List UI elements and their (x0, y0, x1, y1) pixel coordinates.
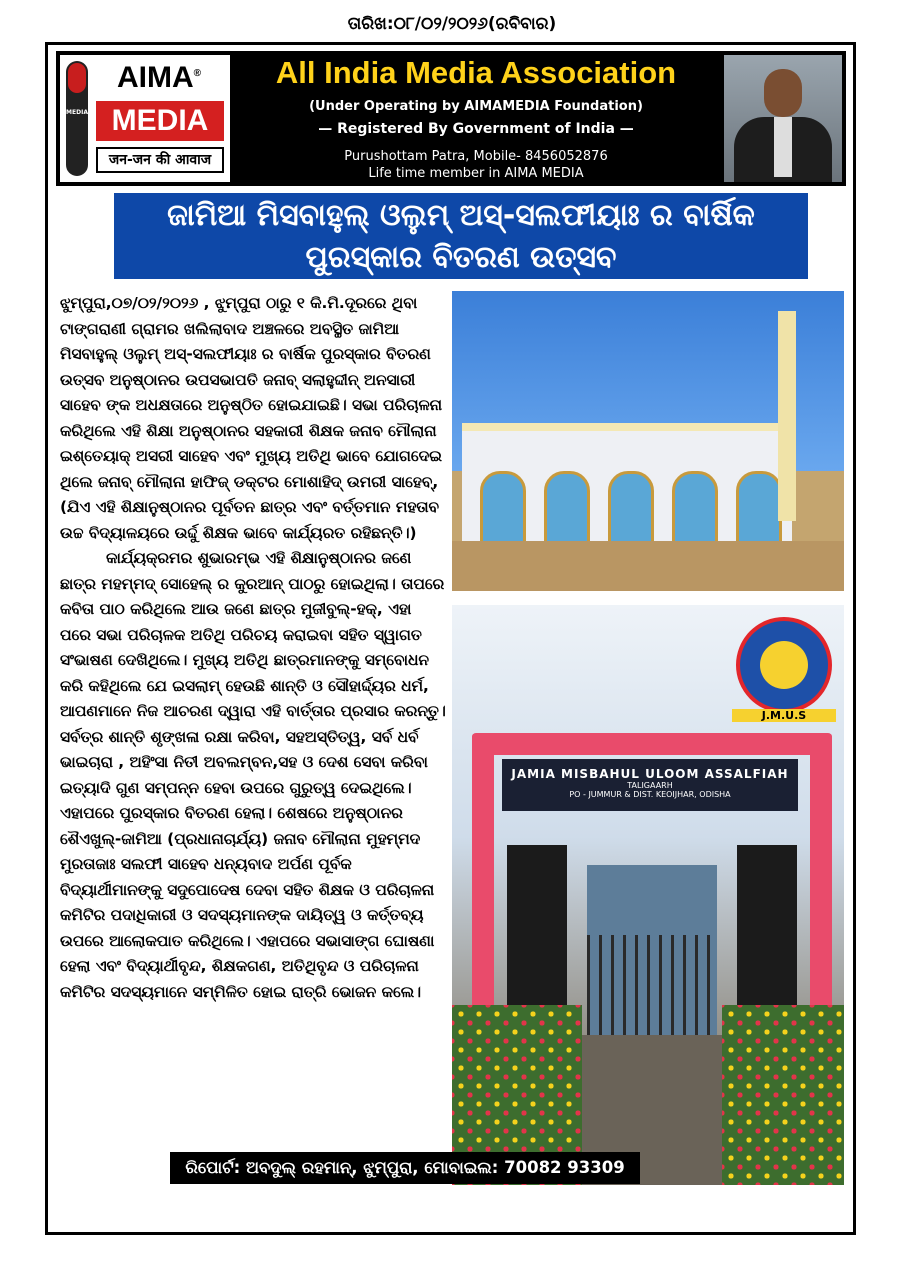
aima-banner (56, 51, 846, 186)
article-body (60, 291, 446, 1005)
sign-line-2: TALIGAARH (627, 781, 673, 790)
banner-member: Purushottam Patra, Mobile- 8456052876 (344, 149, 608, 164)
article-headline (114, 193, 808, 279)
banner-registered: — Registered By Government of India — (318, 121, 634, 137)
article-paragraph-2: କାର୍ଯ୍ୟକ୍ରମର ଶୁଭାରମ୍ଭ ଏହି ଶିକ୍ଷାନୁଷ୍ଠାନର ଜଣେ ଛାତ୍ର ମହମ୍ମଦ୍ ସୋହେଲ୍ ର କୁରଆନ୍ ପାଠରୁ ହୋଇଥିଲା। ତାପରେ କବିତା ପାଠ କରିଥିଲେ ଆଉ ଜଣେ ଛାତ୍ର ମୁଜୀବୁଲ୍-ହକ୍, ଏହା ପରେ ସଭା ପରିଚାଳକ ଅତିଥି ପରିଚୟ କରାଇବା ସହିତ ସ୍ୱାଗତ ସଂଭାଷଣ ଦେଖିଥିଲେ। ମୁଖ୍ୟ ଅତିଥି ଛାତ୍ରମାନଙ୍କୁ ସମ୍ବୋଧନ କରି କହିଥିଲେ ଯେ ଇସଲାମ୍ ହେଉଛି ଶାନ୍ତି ଓ ସୌହାର୍ଦ୍ଦ୍ୟର ଧର୍ମ, ଆପଣମାନେ ନିଜ ଆଚରଣ ଦ୍ୱାରା ଏହି ବାର୍ତ୍ତାର ପ୍ରସାର କରନ୍ତୁ। ସର୍ବତ୍ର ଶାନ୍ତି ଶୃଙ୍ଖଳା ରକ୍ଷା କରିବା, ସହଅସ୍ତିତ୍ୱ, ସର୍ବ ଧର୍ବ ଭାଇଚାରା , ଅହିଂସା ନିତୀ ଅବଲମ୍ବନ,ସହ ଓ ଦେଶ ସେବା କରିବା ଇତ୍ୟାଦି ଗୁଣ ସମ୍ପନ୍ନ ହେବା ଉପରେ ଗୁରୁତ୍ୱ ଦେଇଥିଲେ।ଏହାପରେ ପୁରସ୍କାର ବିତରଣ ହେଲା। ଶେଷରେ ଅନୁଷ୍ଠାନର ଶୈଏଖୁଲ୍-ଜାମିଆ (ପ୍ରଧାନାଚାର୍ଯ୍ୟ) ଜନାବ ମୌଲାନା ମୁହମ୍ମଦ ମୁରତାଜାଃ ସଲଫୀ ସାହେବ ଧନ୍ୟବାଦ ଅର୍ପଣ ପୂର୍ବକ ବିଦ୍ୟାର୍ଥୀମାନଙ୍କୁ ସଦୁପୋଦେଷ ଦେବା ସହିତ ଶିକ୍ଷକ ଓ ପରିଚାଳନା କମିଟିର ପଦାଧିକାରୀ ଓ ସଦସ୍ୟମାନଙ୍କ ଦାୟିତ୍ୱ ଓ କର୍ତ୍ତବ୍ୟ ଉପରେ ଆଲୋକପାତ କରିଥିଲେ। ଏହାପରେ ସଭାସାଙ୍ଗ ଘୋଷଣା ହେଲା ଏବଂ ବିଦ୍ୟାର୍ଥୀବୃନ୍ଦ, ଶିକ୍ଷକଗଣ, ଅତିଥିବୃନ୍ଦ ଓ ପରିଚାଳନା କମିଟିର ସଦସ୍ୟମାନେ ସମ୍ମିଳିତ ହୋଇ ରାତ୍ରି ଭୋଜନ କଲେ। (60, 549, 446, 1001)
sign-line-1: JAMIA MISBAHUL ULOOM ASSALFIAH (511, 767, 789, 781)
banner-subtitle: (Under Operating by AIMAMEDIA Foundation) (309, 99, 643, 114)
banner-lifetime: Life time member in AIMA MEDIA (368, 166, 584, 181)
mosque-photo (452, 291, 844, 591)
flower-gate-photo (452, 605, 844, 1185)
logo-media-text: MEDIA (96, 101, 224, 141)
sign-line-3: PO - JUMMUR & DIST. KEOIJHAR, ODISHA (569, 790, 731, 799)
aima-media-logo (60, 55, 230, 182)
emblem-label: J.M.U.S (732, 709, 836, 722)
page-frame (45, 42, 856, 1235)
headline-line-2: ପୁରସ୍କାର ବିତରଣ ଉତ୍ସବ (305, 240, 617, 275)
jmus-emblem-icon (736, 617, 832, 713)
member-portrait (724, 55, 842, 182)
date-line: ତାରିଖ:୦୮/୦୨/୨୦୨୬(ରବିବାର) (347, 14, 557, 34)
headline-line-1: ଜାମିଆ ମିସବାହୁଲ୍ ଓଲୁମ୍ ଅସ୍-ସଲଫୀୟାଃ ର ବାର୍ଷିକ (167, 198, 755, 233)
banner-title: All India Media Association (275, 55, 677, 90)
report-credit: ରିପୋର୍ଟ: ଅବଦୁଲ୍ ରହମାନ୍, ଝୁମ୍ପୁରା, ମୋବାଇଲ: 70082 93309 (170, 1152, 640, 1184)
logo-aima-text: AIMA® (116, 61, 202, 94)
mic-tag: MEDIA (66, 109, 88, 116)
flower-bed-right (722, 1005, 844, 1185)
microphone-icon (66, 61, 88, 176)
iron-gate (587, 935, 717, 1035)
article-paragraph-1: ଝୁମ୍ପୁରା,୦୭/୦୨/୨୦୨୬ , ଝୁମ୍ପୁରା ଠାରୁ ୧ କି.ମି.ଦୂରରେ ଥିବା ଟାଙ୍ଗରାଣୀ ଗ୍ରାମର ଖଲିଲାବାଦ ଅଞ୍ଚଳରେ ଅବସ୍ଥିତ ଜାମିଆ ମିସବାହୁଲ୍ ଓଲୁମ୍ ଅସ୍-ସଲଫୀୟାଃ ର ବାର୍ଷିକ ପୁରସ୍କାର ବିତରଣ ଉତ୍ସବ ଅନୁଷ୍ଠାନର ଉପସଭାପତି ଜନାବ୍ ସଲାହୁଦ୍ଦୀନ୍ ଅନସାରୀ ସାହେବ ଙ୍କ ଅଧକ୍ଷତାରେ ଅନୁଷ୍ଠିତ ହୋଇଯାଇଛି। ସଭା ପରିଚାଳନା କରିଥିଲେ ଏହି ଶିକ୍ଷା ଅନୁଷ୍ଠାନର ସହକାରୀ ଶିକ୍ଷକ ଜନାବ ମୌଲାନା ଇଶ୍ତେୟାକ୍ ଅସରୀ ସାହେବ ଏବଂ ମୁଖ୍ୟ ଅତିଥି ଭାବେ ଯୋଗଦେଇ ଥିଲେ ଜନାବ୍ ମୌଲାନା ହାଫିଜ୍ ଡକ୍ଟର ମୋଶାହିଦ୍ ଉମରୀ ସାହେବ୍,(ଯିଏ ଏହି ଶିକ୍ଷାନୁଷ୍ଠାନର ପୂର୍ବତନ ଛାତ୍ର ଏବଂ ବର୍ତ୍ତମାନ ମହତାବ ଉଚ୍ଚ ବିଦ୍ୟାଳୟରେ ଉର୍ଦ୍ଦୁ ଶିକ୍ଷକ ଭାବେ କାର୍ଯ୍ୟରତ ରହିଛନ୍ତି।) (60, 294, 442, 542)
school-signboard (502, 759, 798, 811)
logo-tagline: जन-जन की आवाज (96, 147, 224, 173)
